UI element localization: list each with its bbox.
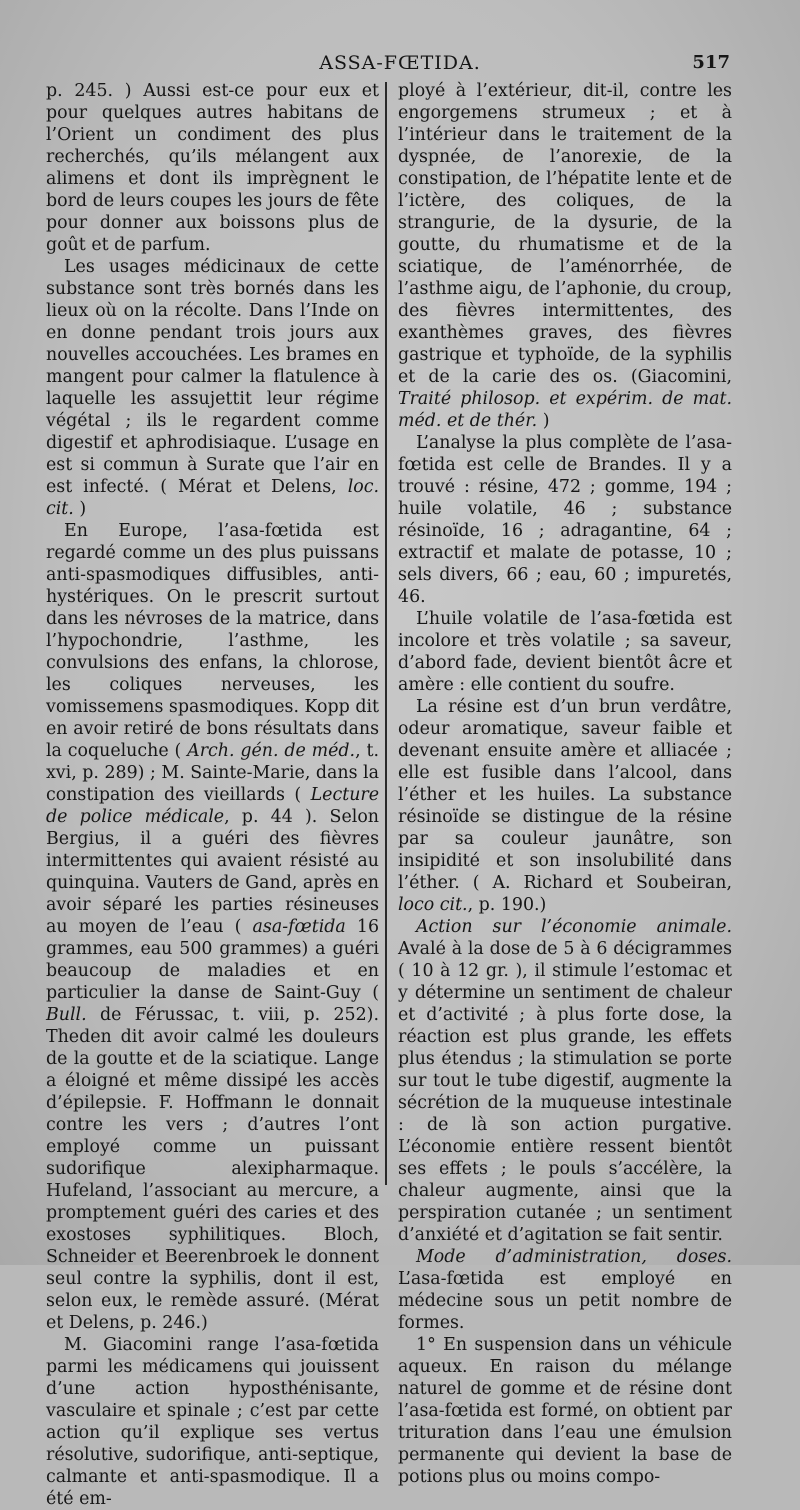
paragraph bbox=[398, 80, 732, 432]
text-span: Avalé à la dose de 5 à 6 décigrammes ( 10 à 12 gr. ), il stimule l’estomac et y détermine un sentiment de chaleur et d’activité ; à plus forte dose, la réaction est plus grande, les effets plus étendus ; la stimulation se porte sur tout le tube digestif, augmente la sécrétion de la muqueuse intestinale : de là son action purgative. L’économie entière ressent bientôt ses effets ; le pouls s’accélère, la chaleur augmente, ainsi que la perspiration cutanée ; un sentiment d’anxiété et d’agitation se fait sentir. bbox=[398, 939, 732, 1245]
left-column bbox=[46, 80, 379, 1510]
text-span: ) bbox=[542, 411, 550, 431]
paragraph bbox=[398, 1334, 732, 1488]
text-span: En Europe, l’asa-fœtida est regardé comme un des plus puissans anti-spasmodiques diffusibles, anti-hystériques. On le prescrit surtout dans les névroses de la matrice, dans l’hypochondrie, l’asthme, les convulsions des enfans, la chlorose, les coliques nerveuses, les vomissemens spasmodiques. Kopp dit en avoir retiré de bons résultats dans la coqueluche ( bbox=[46, 521, 380, 761]
citation: loc. cit. bbox=[46, 477, 379, 519]
text-span: L’huile volatile de l’asa-fœtida est incolore et très volatile ; sa saveur, d’abord fade, devient bientôt âcre et amère : elle contient du soufre. bbox=[398, 609, 732, 695]
text-span: 1° En suspension dans un véhicule aqueux. En raison du mélange naturel de gomme et de résine dont l’asa-fœtida est formé, on obtient par trituration dans l’eau une émulsion permanente qui devient la base de potions plus ou moins compo- bbox=[398, 1335, 732, 1487]
page-number: 517 bbox=[692, 52, 730, 73]
text-span: ) bbox=[79, 499, 87, 519]
paragraph bbox=[46, 256, 379, 520]
running-title: ASSA-FŒTIDA. bbox=[319, 52, 481, 74]
running-head bbox=[0, 52, 800, 78]
paragraph bbox=[398, 1246, 732, 1334]
paragraph bbox=[398, 608, 732, 696]
citation: asa-fœtida bbox=[252, 917, 346, 937]
paragraph bbox=[46, 1334, 379, 1510]
paragraph bbox=[46, 520, 379, 1334]
text-span: Les usages médicinaux de cette substance sont très bornés dans les lieux où on la récolte. Dans l’Inde on en donne pendant trois jours aux nouvelles accouchées. Les brames en mangent pour calmer la flatulence à laquelle les assujettit leur régime végétal ; ils le regardent comme digestif et aphrodisiaque. L’usage en est si commun à Surate que l’air en est infecté. ( Mérat et Delens, bbox=[46, 257, 379, 497]
section-heading: Mode d’administration, doses. bbox=[416, 1247, 732, 1267]
text-span: , p. 44 ). Selon Bergius, il a guéri des fièvres intermittentes qui avaient résisté au quinquina. Vauters de Gand, après en avoir séparé les parties résineuses au moyen de l’eau ( bbox=[46, 807, 379, 937]
citation: Arch. gén. de méd. bbox=[187, 741, 356, 761]
text-span: p. 245. ) Aussi est-ce pour eux et pour quelques autres habitans de l’Orient un condiment des plus recherchés, qu’ils mélangent aux alimens et dont ils imprègnent le bord de leurs coupes les jours de fête pour donner aux boissons plus de goût et de parfum. bbox=[46, 81, 379, 255]
citation: Lecture de police médicale bbox=[46, 785, 379, 827]
text-span: L’asa-fœtida est employé en médecine sous un petit nombre de formes. bbox=[398, 1269, 732, 1333]
text-span: L’analyse la plus complète de l’asa-fœtida est celle de Brandes. Il y a trouvé : résine, 472 ; gomme, 194 ; huile volatile, 46 ; substance résinoïde, 16 ; adragantine, 64 ; extractif et malate de potasse, 10 ; sels divers, 66 ; eau, 60 ; impuretés, 46. bbox=[398, 433, 732, 607]
paragraph bbox=[398, 916, 732, 1246]
citation: Traité philosop. et expérim. de mat. méd. et de thér. bbox=[398, 389, 732, 431]
text-span: La résine est d’un brun verdâtre, odeur aromatique, saveur faible et devenant ensuite amère et alliacée ; elle est fusible dans l’alcool, dans l’éther et les huiles. La substance résinoïde se distingue de la résine par sa couleur jaunâtre, son insipidité et son insolubilité dans l’éther. ( A. Richard et Soubeiran, bbox=[398, 697, 732, 893]
text-span: , t. xvi, p. 289) ; M. Sainte-Marie, dans la constipation des vieillards ( bbox=[46, 741, 379, 805]
column-rule bbox=[385, 82, 387, 1185]
paragraph bbox=[46, 80, 379, 256]
paragraph bbox=[398, 432, 732, 608]
text-span: M. Giacomini range l’asa-fœtida parmi les médicamens qui jouissent d’une action hyposthénisante, vasculaire et spinale ; c’est par cette action qu’il explique ses vertus résolutive, sudorifique, anti-septique, calmante et anti-spasmodique. Il a été em- bbox=[46, 1335, 379, 1509]
citation: Bull. bbox=[46, 1005, 87, 1025]
citation: loco cit. bbox=[398, 895, 468, 915]
text-span: , p. 190.) bbox=[467, 895, 547, 915]
right-column bbox=[398, 80, 732, 1488]
section-heading: Action sur l’économie animale. bbox=[416, 917, 732, 937]
paragraph bbox=[398, 696, 732, 916]
text-span: ployé à l’extérieur, dit-il, contre les engorgemens strumeux ; et à l’intérieur dans le traitement de la dyspnée, de l’anorexie, de la constipation, de l’hépatite lente et de l’ictère, des coliques, de la strangurie, de la dysurie, de la goutte, du rhumatisme et de la sciatique, de l’aménorrhée, de l’asthme aigu, de l’aphonie, du croup, des fièvres intermittentes, des exanthèmes graves, des fièvres gastrique et typhoïde, de la syphilis et de la carie des os. (Giacomini, bbox=[398, 81, 732, 387]
text-span: 16 grammes, eau 500 grammes) a guéri beaucoup de maladies et en particulier la danse de Saint-Guy ( bbox=[46, 917, 380, 1003]
text-span: de Férussac, t. viii, p. 252). Theden dit avoir calmé les douleurs de la goutte et de la sciatique. Lange a éloigné et même dissipé les accès d’épilepsie. F. Hoffmann le donnait contre les vers ; d’autres l’ont employé comme un puissant sudorifique alexipharmaque. Hufeland, l’associant au mercure, a promptement guéri des caries et des exostoses syphilitiques. Bloch, Schneider et Beerenbroek le donnent seul contre la syphilis, dont il est, selon eux, le remède assuré. (Mérat et Delens, p. 246.) bbox=[46, 1005, 379, 1333]
